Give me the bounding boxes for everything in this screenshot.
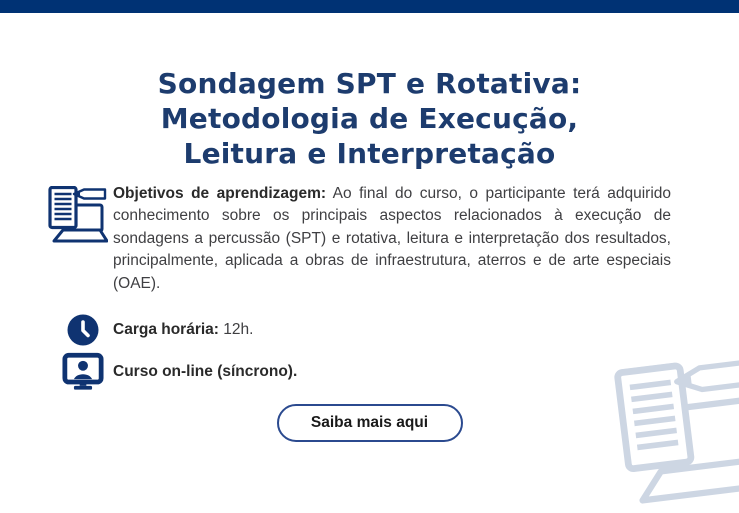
course-duration-label: Carga horária:	[113, 321, 219, 338]
course-duration-text	[113, 321, 253, 339]
page-title-line-2: Metodologia de Execução,	[160, 102, 579, 135]
learn-more-button[interactable]: Saiba mais aqui	[277, 404, 463, 442]
clock-icon	[52, 314, 113, 346]
course-format-row	[52, 351, 297, 393]
course-duration-value: 12h.	[223, 321, 254, 338]
online-monitor-person-icon	[52, 352, 113, 392]
course-format-text	[113, 363, 297, 381]
course-duration-row	[52, 313, 253, 347]
page-title-line-1: Sondagem SPT e Rotativa:	[157, 67, 582, 100]
page-title-line-3: Leitura e Interpretação	[183, 137, 556, 170]
learning-objectives-section	[46, 183, 674, 295]
notes-pencil-laptop-icon	[46, 186, 108, 248]
learning-objectives-text	[113, 183, 671, 295]
course-format-label: Curso on-line (síncrono).	[113, 363, 298, 380]
top-accent-bar	[0, 0, 739, 13]
notes-pencil-laptop-watermark-icon	[607, 352, 739, 507]
learning-objectives-body: Ao final do curso, o participante terá adquirido conhecimento sobre os principais aspectos relacionados à execução de sondagens a percussão (SPT) e rotativa, leitura e interpretação dos resultados, principalmente, aplicada a obras de infraestrutura, aterros e de arte especiais (OAE).	[113, 185, 672, 292]
page-title	[0, 66, 739, 171]
learning-objectives-label: Objetivos de aprendizagem:	[113, 185, 327, 202]
